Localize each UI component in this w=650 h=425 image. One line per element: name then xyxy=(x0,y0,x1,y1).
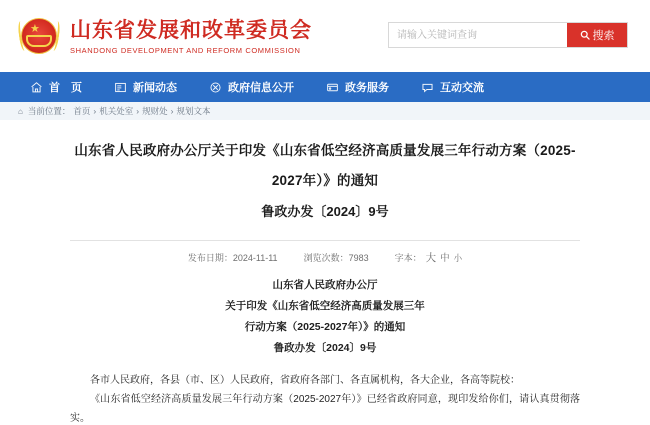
breadcrumb-item-3[interactable]: 规划文本 xyxy=(176,106,211,116)
view-count-value: 7983 xyxy=(348,253,369,263)
article-heading-line-2: 行动方案（2025-2027年）》的通知 xyxy=(244,321,406,333)
openness-icon xyxy=(209,81,222,94)
breadcrumb-sep-1: › xyxy=(136,106,140,116)
article-heading-line-1: 关于印发《山东省低空经济高质量发展三年 xyxy=(225,300,425,312)
search-button[interactable] xyxy=(567,23,627,47)
search-input[interactable] xyxy=(389,23,567,47)
nav-item-openness[interactable] xyxy=(193,72,310,102)
nav-item-news-label: 新闻动态 xyxy=(133,82,177,94)
service-icon xyxy=(326,81,339,94)
nav-item-interaction[interactable] xyxy=(405,72,500,102)
font-size-medium[interactable]: 中 xyxy=(440,253,450,264)
breadcrumb-item-2[interactable]: 规财处 xyxy=(142,106,168,116)
breadcrumb-sep-0: › xyxy=(93,106,97,116)
search-icon xyxy=(580,30,590,40)
article-meta xyxy=(70,240,580,265)
national-emblem-icon: ★ xyxy=(18,15,60,57)
doc-number: 鲁政办发〔2024〕9号 xyxy=(261,204,389,219)
interaction-icon xyxy=(421,81,434,94)
search-bar[interactable] xyxy=(388,22,628,48)
nav-item-home-label: 首 页 xyxy=(49,82,82,94)
nav-item-news[interactable] xyxy=(98,72,193,102)
main-nav xyxy=(0,72,650,102)
breadcrumb-prefix: 当前位置： xyxy=(27,106,71,116)
location-icon: ⌂ xyxy=(18,106,23,116)
article-heading-line-3: 鲁政办发〔2024〕9号 xyxy=(273,342,377,354)
publish-date-label: 发布日期： xyxy=(187,253,233,263)
breadcrumb-item-1[interactable]: 机关处室 xyxy=(99,106,134,116)
site-title-block xyxy=(70,18,312,55)
nav-item-service-label: 政务服务 xyxy=(345,82,389,94)
breadcrumb-item-0[interactable]: 首页 xyxy=(73,106,91,116)
site-title-cn: 山东省发展和改革委员会 xyxy=(70,18,312,42)
nav-item-openness-label: 政府信息公开 xyxy=(228,82,294,94)
article xyxy=(0,120,650,425)
search-button-label: 搜索 xyxy=(592,30,615,42)
article-heading-line-0: 山东省人民政府办公厅 xyxy=(272,279,378,291)
view-count xyxy=(304,251,369,264)
page-title-line2: 2027年）》的通知 xyxy=(271,173,379,188)
publish-date-value: 2024-11-11 xyxy=(232,253,278,263)
font-size-large[interactable]: 大 xyxy=(425,252,437,264)
font-size-label: 字本： xyxy=(394,253,422,263)
nav-item-interaction-label: 互动交流 xyxy=(440,82,484,94)
article-paragraph-0: 各市人民政府，各县（市、区）人民政府，省政府各部门、各直属机构，各大企业，各高等院校： xyxy=(90,375,520,386)
breadcrumb xyxy=(0,102,650,120)
font-size-switcher xyxy=(395,250,463,265)
article-heading-block xyxy=(70,275,580,359)
breadcrumb-sep-2: › xyxy=(170,106,174,116)
site-header xyxy=(0,0,650,72)
site-title-en: SHANDONG DEVELOPMENT AND REFORM COMMISSION xyxy=(70,45,301,55)
font-size-small[interactable]: 小 xyxy=(453,253,463,263)
nav-item-service[interactable] xyxy=(310,72,405,102)
view-count-label: 浏览次数： xyxy=(303,253,349,263)
page-title-line1: 山东省人民政府办公厅关于印发《山东省低空经济高质量发展三年行动方案（2025- xyxy=(74,143,576,158)
news-icon xyxy=(114,81,127,94)
article-paragraph-1: 《山东省低空经济高质量发展三年行动方案（2025-2027年）》已经省政府同意，现印发给你们，请认真贯彻落实。 xyxy=(70,394,580,424)
home-icon xyxy=(30,81,43,94)
nav-item-home[interactable] xyxy=(26,72,98,102)
article-body xyxy=(70,371,580,425)
publish-date xyxy=(188,251,278,264)
